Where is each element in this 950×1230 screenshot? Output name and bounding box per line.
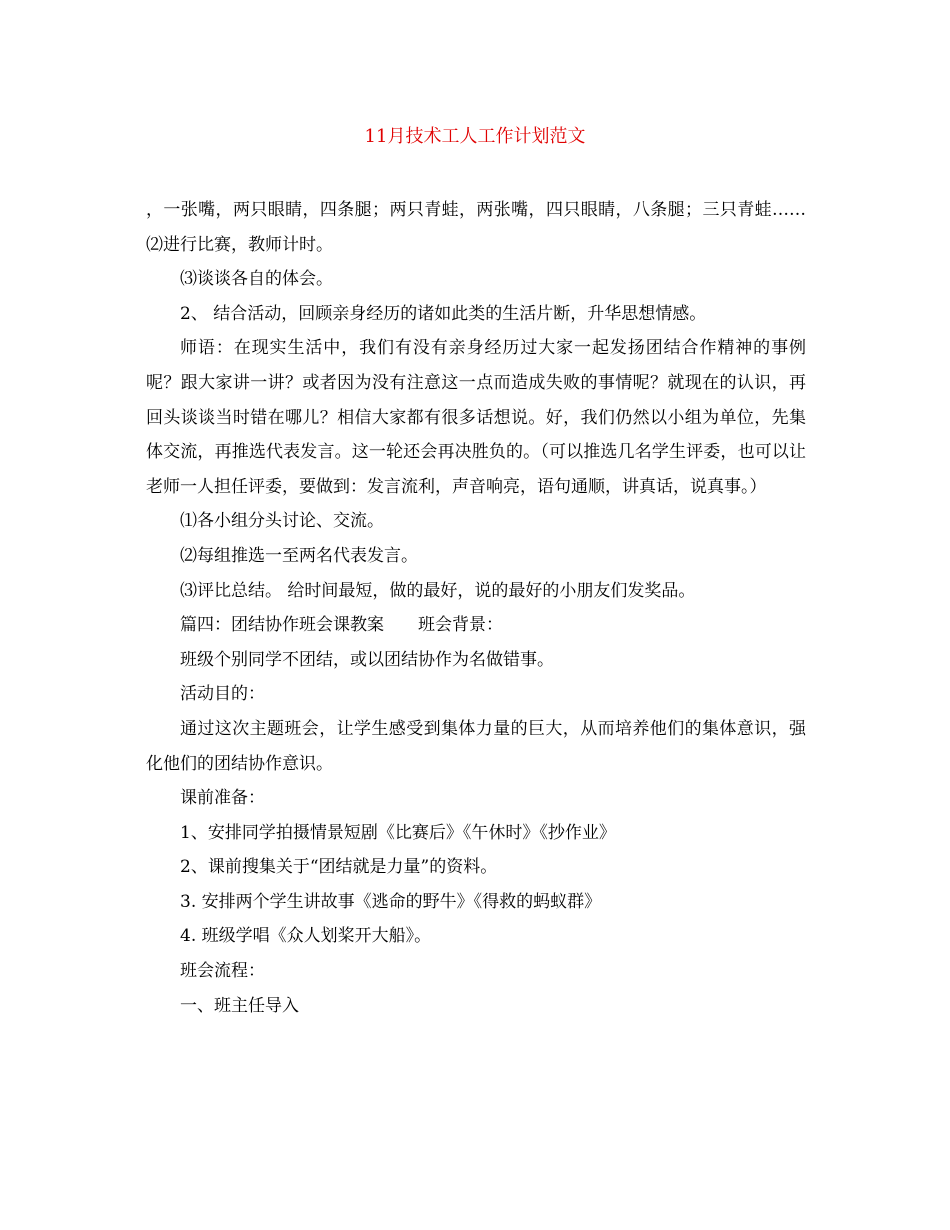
subheading: 活动目的：	[180, 684, 265, 705]
subheading: 课前准备：	[180, 788, 265, 809]
paragraph: ⑴各小组分头讨论、交流。	[180, 511, 384, 532]
paragraph: 通过这次主题班会，让学生感受到集体力量的巨大，从而培养他们的集体意识，强化他们的团结协作意识。	[146, 718, 806, 774]
list-item: 一、班主任导入	[180, 995, 299, 1016]
paragraph: 班级个别同学不团结，或以团结协作为名做错事。	[180, 649, 554, 670]
paragraph: 2、 结合活动，回顾亲身经历的诸如此类的生活片断，升华思想情感。	[180, 303, 707, 324]
paragraph: ⑵每组推选一至两名代表发言。	[180, 545, 418, 566]
list-item: 1、安排同学拍摄情景短剧《比赛后》《午休时》《抄作业》	[180, 822, 616, 843]
document-title: 11月技术工人工作计划范文	[364, 126, 586, 147]
paragraph: 师语：在现实生活中，我们有没有亲身经历过大家一起发扬团结合作精神的事例呢？跟大家讲一讲？或者因为没有注意这一点而造成失败的事情呢？就现在的认识，再回头谈谈当时错在哪儿？相信大家都有很多话想说。好，我们仍然以小组为单位，先集体交流，再推选代表发言。这一轮还会再决胜负的。（可以推选几名学生评委，也可以让老师一人担任评委，要做到：发言流利，声音响亮，语句通顺，讲真话，说真事。）	[146, 338, 806, 497]
subheading: 班会流程：	[180, 961, 265, 982]
list-item: 4. 班级学唱《众人划桨开大船》。	[180, 926, 432, 947]
paragraph: ⑶评比总结。 给时间最短，做的最好，说的最好的小朋友们发奖品。	[180, 580, 696, 601]
section-heading: 篇四：团结协作班会课教案 班会背景：	[180, 615, 503, 636]
document-body	[146, 193, 806, 1023]
list-item: 3. 安排两个学生讲故事《逃命的野牛》《得救的蚂蚁群》	[180, 891, 602, 912]
paragraph: ，一张嘴，两只眼睛，四条腿；两只青蛙，两张嘴，四只眼睛，八条腿；三只青蛙……⑵进行比赛，教师计时。	[146, 200, 806, 255]
paragraph: ⑶谈谈各自的体会。	[180, 269, 333, 290]
list-item: 2、课前搜集关于“团结就是力量”的资料。	[180, 857, 498, 878]
